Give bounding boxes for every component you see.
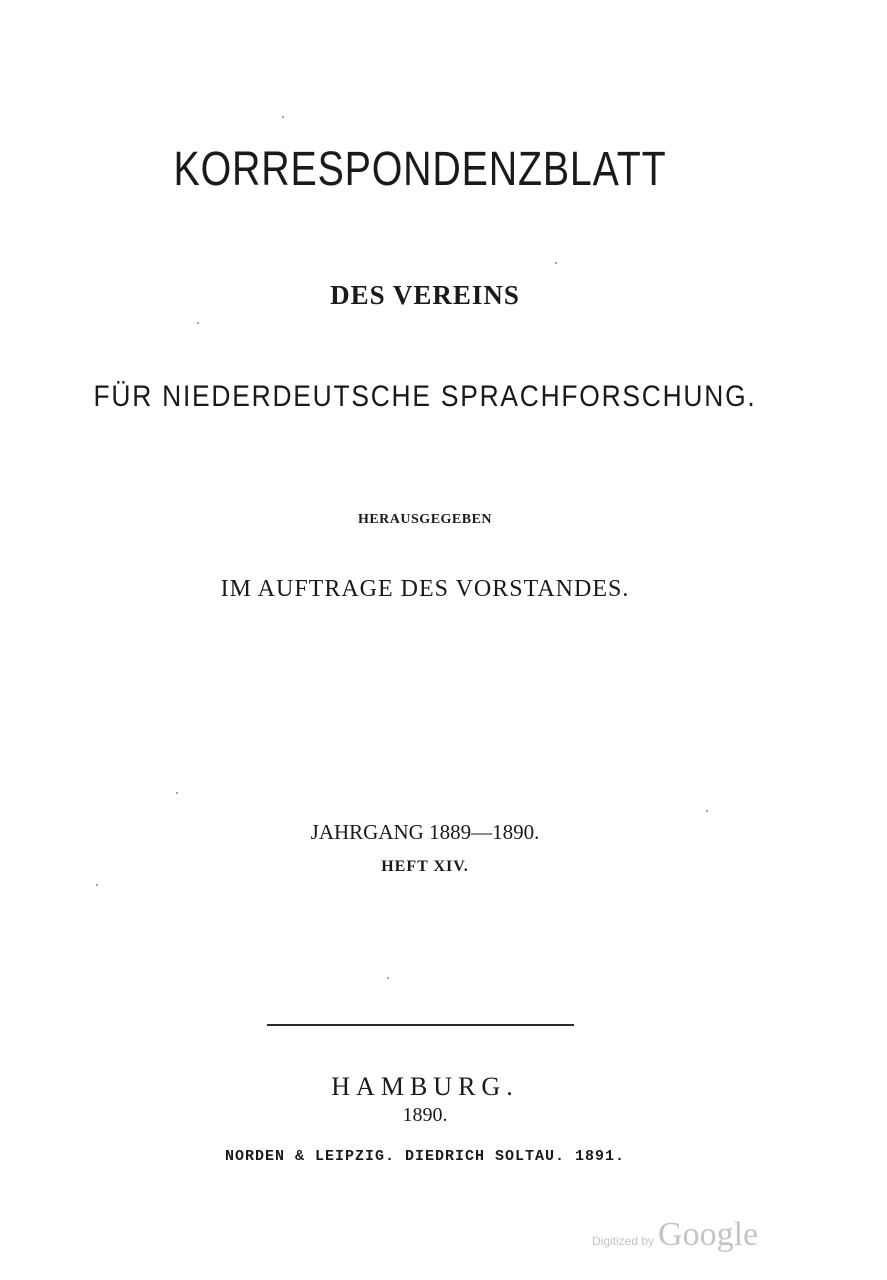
publication-year: 1890.: [402, 1104, 448, 1126]
publisher-line: NORDEN & LEIPZIG. DIEDRICH SOLTAU. 1891.: [224, 1148, 626, 1165]
issue-line: HEFT XIV.: [381, 858, 469, 875]
divider-rule: [267, 1024, 574, 1026]
google-logo: Google: [658, 1216, 759, 1253]
place-of-publication: HAMBURG.: [331, 1072, 519, 1101]
page-title: KORRESPONDENZBLATT: [173, 143, 667, 196]
commission-line: IM AUFTRAGE DES VORSTANDES.: [220, 576, 630, 602]
subtitle-society-name: FÜR NIEDERDEUTSCHE SPRACHFORSCHUNG.: [93, 380, 757, 413]
scan-speck: [96, 884, 98, 886]
digitized-watermark: [592, 1216, 758, 1254]
scan-speck: [176, 792, 178, 794]
scan-speck: [555, 262, 557, 264]
watermark-prefix: Digitized by: [592, 1234, 655, 1248]
scan-speck: [282, 116, 284, 118]
scan-speck: [387, 977, 389, 979]
scan-speck: [706, 810, 708, 812]
volume-line: JAHRGANG 1889—1890.: [310, 820, 540, 844]
scan-speck: [197, 322, 199, 324]
subtitle-des-vereins: DES VEREINS: [330, 280, 520, 310]
editor-note: HERAUSGEGEBEN: [357, 512, 493, 527]
